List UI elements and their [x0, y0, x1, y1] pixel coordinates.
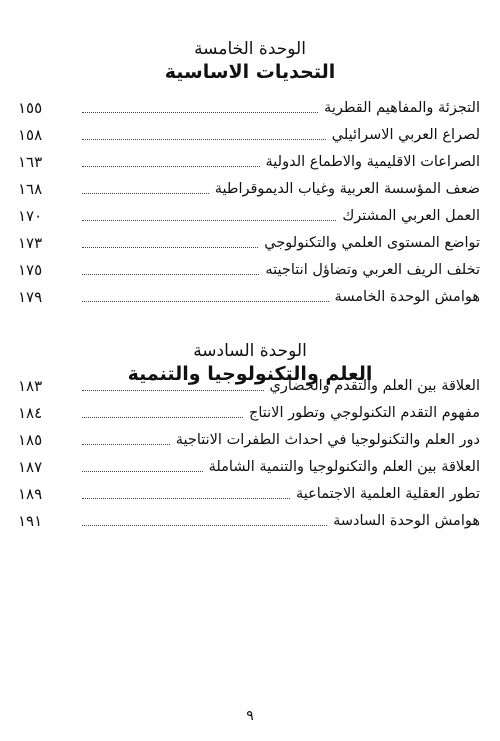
- toc-entry-title: التجزئة والمفاهيم القطرية: [324, 100, 480, 116]
- dot-leader: [82, 274, 259, 275]
- toc-entry-page: ١٧٩: [18, 288, 43, 306]
- toc-entry[interactable]: [18, 279, 480, 306]
- toc-entry[interactable]: [18, 476, 480, 503]
- toc-entry-title: العمل العربي المشترك: [342, 208, 480, 224]
- unit-5-title: الوحدة الخامسة: [194, 39, 306, 59]
- unit-5-heading: [0, 38, 500, 84]
- toc-entry-title: هوامش الوحدة السادسة: [333, 513, 480, 529]
- toc-entry-page: ١٧٥: [18, 261, 43, 279]
- toc-entry-title: تطور العقلية العلمية الاجتماعية: [296, 486, 480, 502]
- toc-entry-title: العلاقة بين العلم والتقدم والحضاري: [269, 378, 480, 394]
- toc-entry-title: ضعف المؤسسة العربية وغياب الديموقراطية: [214, 181, 480, 197]
- toc-entry-title: تخلف الريف العربي وتضاؤل انتاجيته: [265, 262, 480, 278]
- dot-leader: [82, 193, 209, 194]
- toc-entry-page: ١٨٧: [18, 458, 43, 476]
- toc-entry[interactable]: [18, 117, 480, 144]
- toc-entry-title: لصراع العربي الاسرائيلي: [331, 127, 480, 143]
- toc-entry-title: هوامش الوحدة الخامسة: [334, 289, 480, 305]
- unit-6-title: الوحدة السادسة: [193, 341, 307, 361]
- unit-6-toc-list: [18, 368, 480, 530]
- dot-leader: [82, 301, 329, 302]
- dot-leader: [82, 139, 326, 140]
- toc-entry-page: ١٥٨: [18, 126, 43, 144]
- toc-entry-title: مفهوم التقدم التكنولوجي وتطور الانتاج: [248, 405, 480, 421]
- toc-entry-page: ١٩١: [18, 512, 43, 530]
- dot-leader: [82, 417, 243, 418]
- toc-entry-page: ١٨٤: [18, 404, 43, 422]
- toc-entry-title: العلاقة بين العلم والتكنولوجيا والتنمية الشاملة: [208, 459, 480, 475]
- unit-5-subtitle: التحديات الاساسية: [164, 61, 336, 83]
- page-number: ٩: [246, 708, 254, 724]
- toc-entry[interactable]: [18, 368, 480, 395]
- toc-entry-page: ١٦٨: [18, 180, 43, 198]
- toc-entry[interactable]: [18, 90, 480, 117]
- unit-5-toc-list: [18, 90, 480, 306]
- dot-leader: [82, 471, 203, 472]
- dot-leader: [82, 444, 170, 445]
- unit-6-subtitle: العلم والتكنولوجيا والتنمية: [127, 363, 373, 385]
- dot-leader: [82, 166, 260, 167]
- toc-entry-page: ١٧٣: [18, 234, 43, 252]
- dot-leader: [82, 390, 264, 391]
- toc-entry[interactable]: [18, 449, 480, 476]
- dot-leader: [82, 247, 258, 248]
- toc-entry-page: ١٦٣: [18, 153, 43, 171]
- toc-entry-page: ١٥٥: [18, 99, 43, 117]
- dot-leader: [82, 525, 327, 526]
- toc-entry-page: ١٨٥: [18, 431, 43, 449]
- toc-entry[interactable]: [18, 198, 480, 225]
- toc-entry[interactable]: [18, 503, 480, 530]
- toc-entry-page: ١٨٩: [18, 485, 43, 503]
- toc-entry[interactable]: [18, 252, 480, 279]
- dot-leader: [82, 112, 318, 113]
- toc-entry-title: تواضع المستوى العلمي والتكنولوجي: [264, 235, 480, 251]
- toc-entry[interactable]: [18, 144, 480, 171]
- dot-leader: [82, 220, 336, 221]
- toc-entry-page: ١٨٣: [18, 377, 43, 395]
- toc-entry[interactable]: [18, 225, 480, 252]
- toc-entry[interactable]: [18, 171, 480, 198]
- toc-entry-page: ١٧٠: [18, 207, 43, 225]
- dot-leader: [82, 498, 290, 499]
- toc-entry[interactable]: [18, 395, 480, 422]
- toc-entry[interactable]: [18, 422, 480, 449]
- toc-entry-title: الصراعات الاقليمية والاطماع الدولية: [265, 154, 480, 170]
- toc-entry-title: دور العلم والتكنولوجيا في احداث الطفرات الانتاجية: [175, 432, 480, 448]
